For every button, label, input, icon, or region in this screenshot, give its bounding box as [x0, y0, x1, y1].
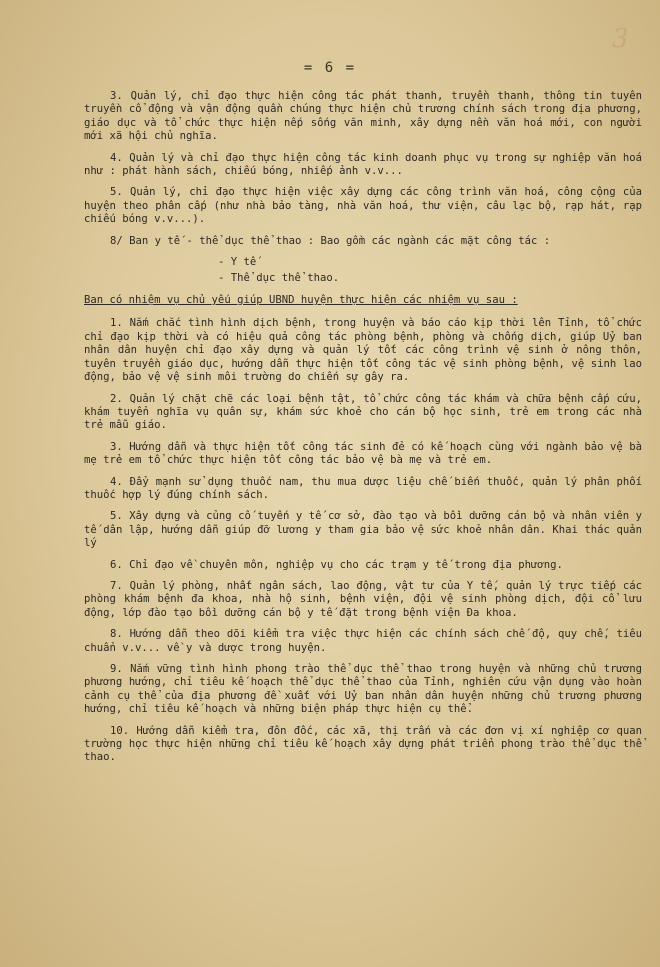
paragraph-culture-3: 3. Quản lý, chỉ đạo thực hiện công tác phát thanh, truyền thanh, thông tin tuyên truyền cổ động và vận động quần chúng thực hiện chủ trương chính sách trong địa phương, giáo dục và tổ chức thực hiện nếp sống văn minh, xây dựng nền văn hoá mới, con người mới xã hội chủ nghĩa.	[84, 90, 642, 143]
mission-item-4: 4. Đẩy mạnh sử dụng thuốc nam, thu mua dược liệu chế biến thuốc, quản lý phân phối thuốc hợp lý đúng chính sách.	[84, 475, 642, 501]
mission-item-3: 3. Hướng dẫn và thực hiện tốt công tác sinh đẻ có kế hoạch cùng với ngành bảo vệ bà mẹ trẻ em tổ chức thực hiện tốt công tác bảo vệ bà mẹ và trẻ em.	[84, 440, 642, 467]
document-body	[84, 90, 642, 773]
mission-item-9: 9. Nắm vững tình hình phong trào thể dục thể thao trong huyện và những chủ trương phương hướng, chỉ tiêu kế hoạch thể dục thể thao của Tỉnh, nghiên cứu vận dụng vào hoàn cảnh cụ thể của địa phương đề xuất với Uỷ ban nhân dân huyện những chủ trương phương hướng, chỉ tiêu kế hoạch và những biện pháp thực hiện cụ thể.	[84, 663, 642, 716]
paragraph-culture-4: 4. Quản lý và chỉ đạo thực hiện công tác kinh doanh phục vụ trong sự nghiệp văn hoá như : phát hành sách, chiếu bóng, nhiếp ảnh v.v...	[84, 151, 642, 178]
mission-item-2: 2. Quản lý chặt chẽ các loại bệnh tật, tổ chức công tác khám và chữa bệnh cấp cứu, khám tuyển nghĩa vụ quân sự, khám sức khoẻ cho cán bộ học sinh, trẻ em trong các nhà trẻ mẫu giáo.	[84, 392, 642, 432]
mission-heading: Ban có nhiệm vụ chủ yếu giúp UBND huyện thực hiện các nhiệm vụ sau :	[84, 294, 518, 307]
section-heading-health: 8/ Ban y tế - thể dục thể thao : Bao gồm các ngành các mặt công tác :	[110, 234, 551, 247]
mission-item-6: 6. Chỉ đạo về chuyên môn, nghiệp vụ cho các trạm y tế trong địa phương.	[110, 558, 563, 571]
mission-item-8: 8. Hướng dẫn theo dõi kiểm tra việc thực hiện các chính sách chế độ, quy chế, tiêu chuẩn v.v... về y và dược trong huyện.	[84, 628, 642, 654]
mission-item-10: 10. Hướng dẫn kiểm tra, đôn đốc, các xã, thị trấn và các đơn vị xí nghiệp cơ quan trường học thực hiện những chỉ tiêu kế hoạch xây dựng phát triển phong trào thể dục thể thao.	[84, 724, 642, 764]
mission-item-5: 5. Xây dựng và củng cố tuyến y tế cơ sở, đào tạo và bồi dưỡng cán bộ và nhân viên y tế dân lập, hướng dẫn giúp đỡ lương y tham gia bảo vệ sức khoẻ nhân dân. Khai thác quản lý	[84, 510, 642, 550]
paragraph-culture-5: 5. Quản lý, chỉ đạo thực hiện việc xây dựng các công trình văn hoá, công cộng của huyện theo phân cấp (như nhà bảo tàng, nhà văn hoá, thư viện, câu lạc bộ, rạp hát, rạp chiếu bóng v.v...).	[84, 186, 642, 226]
list-item-sport: - Thể dục thể thao.	[218, 272, 340, 285]
mission-item-1: 1. Nắm chắc tình hình dịch bệnh, trong huyện và báo cáo kịp thời lên Tỉnh, tổ chức chỉ đạo kịp thời và có hiệu quả công tác phòng bệnh, phòng và chống dịch, giúp Uỷ ban nhân dân huyện chỉ đạo xây dựng và quản lý tốt các công trình vệ sinh ở nông thôn, tuyên truyền giáo dục, hướng dẫn thực hiện tốt công tác vệ sinh phòng bệnh, vệ sinh lao động, bảo vệ vệ sinh môi trường do chiến sự gây ra.	[84, 317, 642, 384]
mission-item-7: 7. Quản lý phòng, nhất ngân sách, lao động, vật tư của Y tế, quản lý trực tiếp các phòng khám bệnh đa khoa, nhà hộ sinh, bệnh viện, đội vệ sinh phòng dịch, đội cổ lưu động, lớp đào tạo bồi dưỡng cán bộ y tế đặt trong bệnh viện Đa khoa.	[84, 579, 642, 619]
list-item-health: - Y tế	[218, 256, 257, 269]
page-number: = 6 =	[303, 60, 357, 76]
archive-page-mark: 3	[612, 24, 629, 54]
